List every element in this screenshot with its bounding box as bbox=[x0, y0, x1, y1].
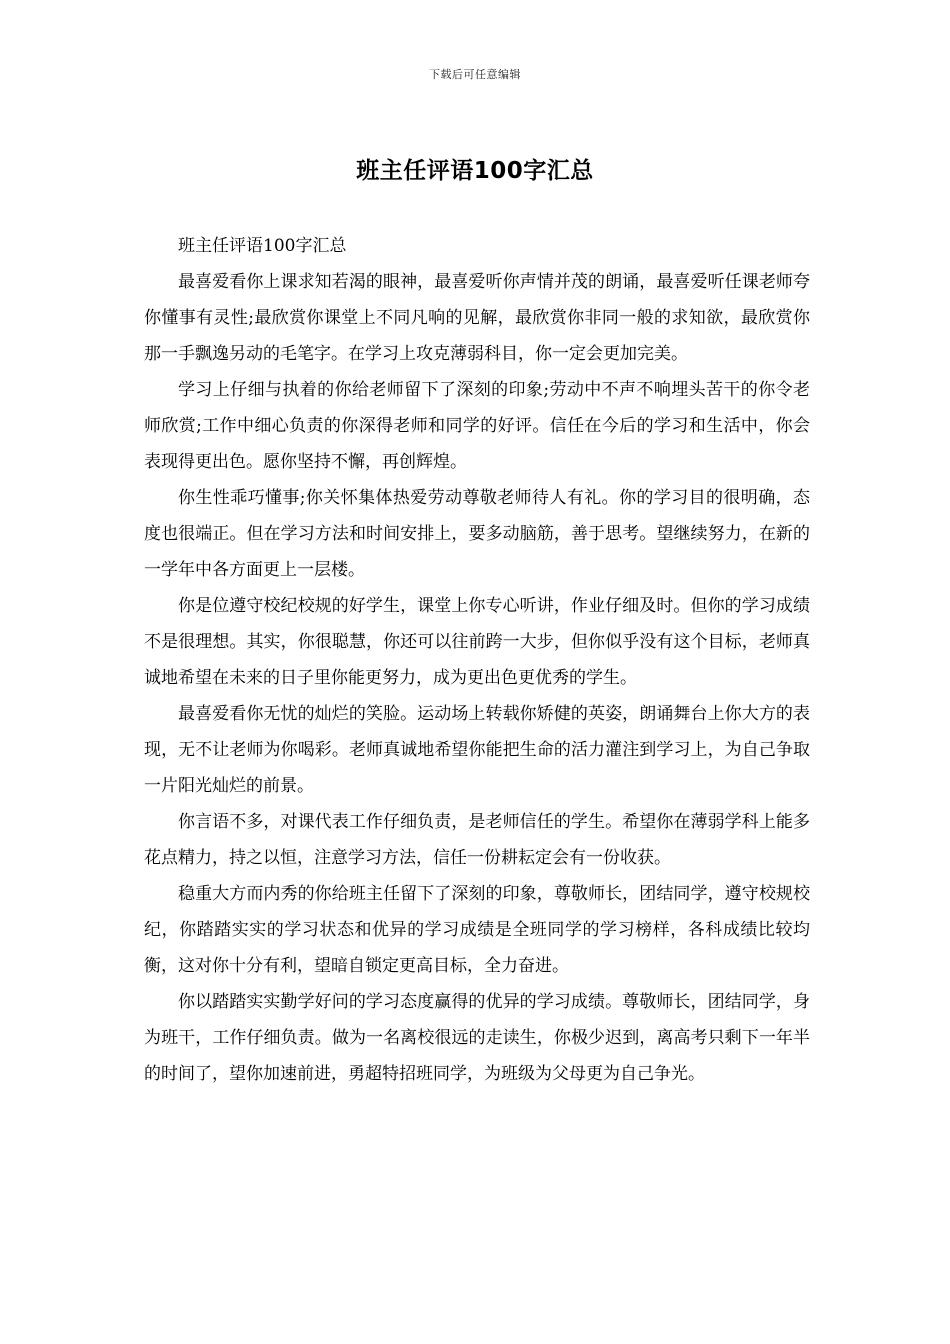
paragraph: 你生性乖巧懂事;你关怀集体热爱劳动尊敬老师待人有礼。你的学习目的很明确，态度也很端正。但在学习方法和时间安排上，要多动脑筋，善于思考。望继续努力，在新的一学年中各方面更上一层楼。 bbox=[144, 488, 810, 580]
paragraph: 最喜爱看你无忧的灿烂的笑脸。运动场上转载你矫健的英姿，朗诵舞台上你大方的表现，无不让老师为你喝彩。老师真诚地希望你能把生命的活力灌注到学习上，为自己争取一片阳光灿烂的前景。 bbox=[144, 704, 810, 796]
paragraph: 你以踏踏实实勤学好问的学习态度赢得的优异的学习成绩。尊敬师长，团结同学，身为班干，工作仔细负责。做为一名离校很远的走读生，你极少迟到，离高考只剩下一年半的时间了，望你加速前进，勇超特招班同学，为班级为父母更为自己争光。 bbox=[144, 992, 810, 1084]
document-title: 班主任评语100字汇总 bbox=[356, 158, 594, 184]
paragraph: 稳重大方而内秀的你给班主任留下了深刻的印象，尊敬师长，团结同学，遵守校规校纪，你踏踏实实的学习状态和优异的学习成绩是全班同学的学习榜样，各科成绩比较均衡，这对你十分有利，望暗自锁定更高目标，全力奋进。 bbox=[144, 884, 810, 976]
page-header-note: 下载后可任意编辑 bbox=[429, 68, 521, 81]
paragraph-subtitle: 班主任评语100字汇总 bbox=[178, 236, 347, 256]
paragraph: 最喜爱看你上课求知若渴的眼神，最喜爱听你声情并茂的朗诵，最喜爱听任课老师夸你懂事有灵性;最欣赏你课堂上不同凡响的见解，最欣赏你非同一般的求知欲，最欣赏你那一手飘逸另动的毛笔字。在学习上攻克薄弱科目，你一定会更加完美。 bbox=[144, 272, 810, 364]
paragraph: 你言语不多，对课代表工作仔细负责，是老师信任的学生。希望你在薄弱学科上能多花点精力，持之以恒，注意学习方法，信任一份耕耘定会有一份收获。 bbox=[144, 812, 810, 868]
document-body bbox=[144, 228, 810, 1092]
paragraph: 你是位遵守校纪校规的好学生，课堂上你专心听讲，作业仔细及时。但你的学习成绩不是很理想。其实，你很聪慧，你还可以往前跨一大步，但你似乎没有这个目标，老师真诚地希望在未来的日子里你能更努力，成为更出色更优秀的学生。 bbox=[144, 596, 810, 688]
paragraph: 学习上仔细与执着的你给老师留下了深刻的印象;劳动中不声不响埋头苦干的你令老师欣赏;工作中细心负责的你深得老师和同学的好评。信任在今后的学习和生活中，你会表现得更出色。愿你坚持不懈，再创辉煌。 bbox=[144, 380, 810, 472]
